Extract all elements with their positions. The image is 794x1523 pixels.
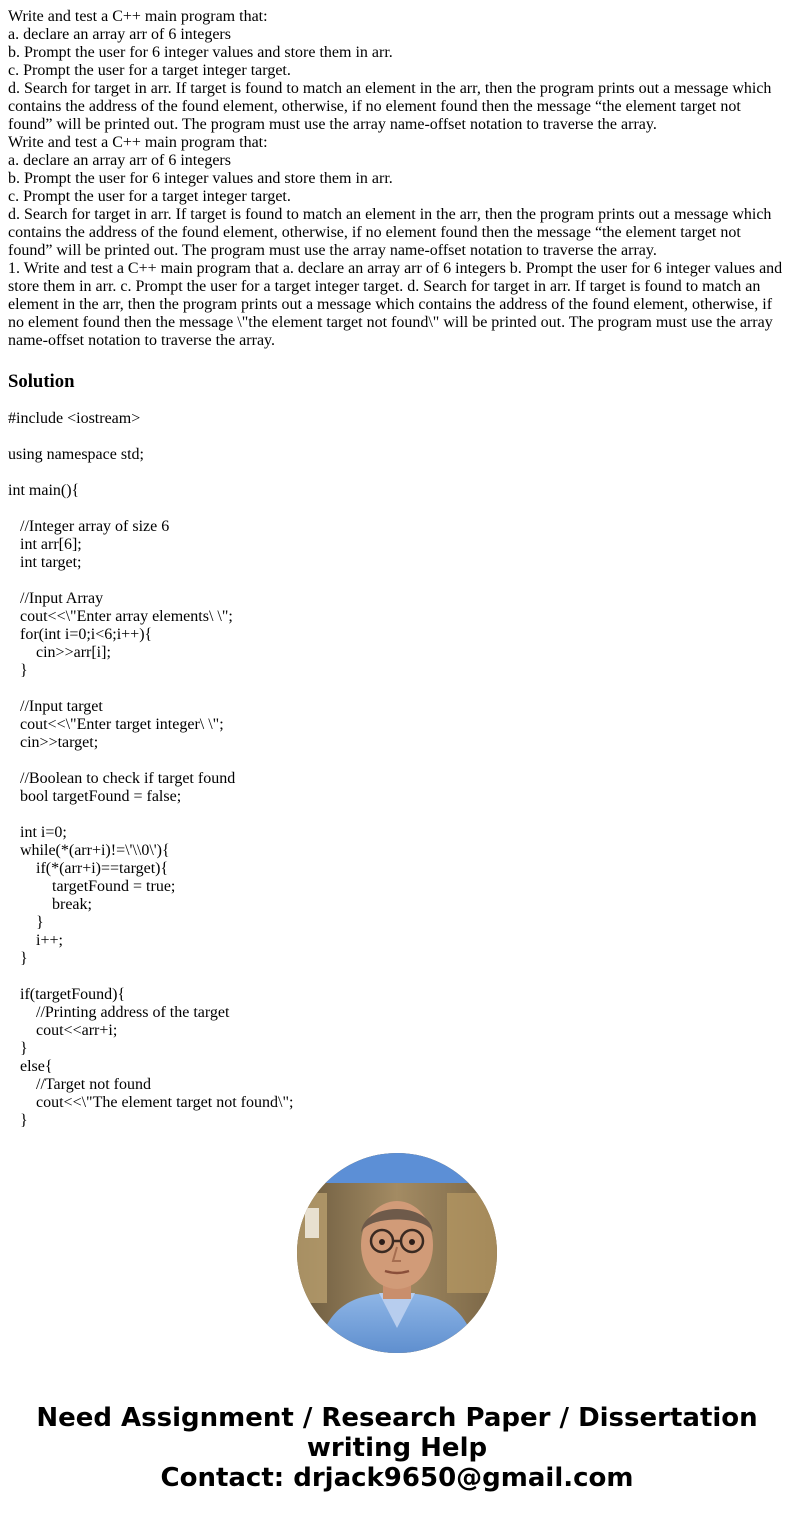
question-line: 1. Write and test a C++ main program that a. declare an array arr of 6 integers b. Prompt the user for 6 integer values and store them in arr. c. Prompt the user for a target integer target. d. Search for target in arr. If target is found to match an element in the arr, then the program prints out a message which contains the address of the found element, otherwise, if no element found then the message \"the element target not found\" will be printed out. The program must use the array name-offset notation to traverse the array.: [8, 260, 783, 349]
code-line: //Input target: [8, 698, 103, 715]
code-line: //Boolean to check if target found: [8, 770, 236, 787]
promo-contact: Contact: drjack9650@gmail.com: [160, 1463, 634, 1493]
question-text: [8, 8, 786, 350]
code-line: int arr[6];: [8, 536, 82, 553]
question-line: c. Prompt the user for a target integer target.: [8, 62, 291, 79]
code-line: targetFound = true;: [8, 878, 176, 895]
code-line: }: [8, 950, 28, 967]
code-line: if(targetFound){: [8, 986, 126, 1003]
question-line: b. Prompt the user for 6 integer values and store them in arr.: [8, 170, 393, 187]
code-line: while(*(arr+i)!=\'\\0\'){: [8, 842, 170, 859]
question-line: b. Prompt the user for 6 integer values and store them in arr.: [8, 44, 393, 61]
code-line: }: [8, 914, 44, 931]
code-line: //Printing address of the target: [8, 1004, 230, 1021]
code-line: cout<<arr+i;: [8, 1022, 118, 1039]
code-line: cout<<\"The element target not found\";: [8, 1094, 294, 1111]
question-line: c. Prompt the user for a target integer target.: [8, 188, 291, 205]
code-line: }: [8, 1040, 28, 1057]
solution-heading: Solution: [8, 371, 75, 392]
code-line: [8, 680, 786, 698]
code-line: [8, 752, 786, 770]
person-photo-icon: [297, 1153, 497, 1353]
code-line: cin>>target;: [8, 734, 99, 751]
code-line: for(int i=0;i<6;i++){: [8, 626, 153, 643]
code-line: [8, 806, 786, 824]
code-line: break;: [8, 896, 92, 913]
code-line: [8, 968, 786, 986]
code-line: }: [8, 662, 28, 679]
question-line: d. Search for target in arr. If target is found to match an element in the arr, then the program prints out a message which contains the address of the found element, otherwise, if no element found then the message “the element target not found” will be printed out. The program must use the array name-offset notation to traverse the array.: [8, 80, 772, 133]
question-line: a. declare an array arr of 6 integers: [8, 26, 231, 43]
promo-line-1: Need Assignment / Research Paper / Dissertation: [36, 1403, 758, 1433]
question-line: Write and test a C++ main program that:: [8, 8, 268, 25]
promo-footer: [0, 1403, 794, 1493]
question-line: d. Search for target in arr. If target is found to match an element in the arr, then the program prints out a message which contains the address of the found element, otherwise, if no element found then the message “the element target not found” will be printed out. The program must use the array name-offset notation to traverse the array.: [8, 206, 772, 259]
code-line: i++;: [8, 932, 63, 949]
code-line: [8, 428, 786, 446]
code-line: cout<<\"Enter target integer\ \";: [8, 716, 224, 733]
code-line: using namespace std;: [8, 446, 144, 463]
code-line: //Integer array of size 6: [8, 518, 170, 535]
code-line: //Target not found: [8, 1076, 152, 1093]
promo-line-2: writing Help: [306, 1433, 488, 1463]
code-line: else{: [8, 1058, 53, 1075]
question-line: Write and test a C++ main program that:: [8, 134, 268, 151]
document-page: [8, 8, 786, 1130]
code-line: }: [8, 1112, 28, 1129]
code-line: //Input Array: [8, 590, 104, 607]
code-line: [8, 572, 786, 590]
code-line: int target;: [8, 554, 82, 571]
code-line: if(*(arr+i)==target){: [8, 860, 169, 877]
code-line: #include <iostream>: [8, 410, 141, 427]
author-avatar: [297, 1153, 497, 1353]
question-line: a. declare an array arr of 6 integers: [8, 152, 231, 169]
code-line: int i=0;: [8, 824, 67, 841]
code-line: [8, 464, 786, 482]
code-line: [8, 500, 786, 518]
code-line: cout<<\"Enter array elements\ \";: [8, 608, 233, 625]
solution-code: [8, 410, 786, 1130]
code-line: int main(){: [8, 482, 80, 499]
code-line: cin>>arr[i];: [8, 644, 111, 661]
code-line: bool targetFound = false;: [8, 788, 182, 805]
